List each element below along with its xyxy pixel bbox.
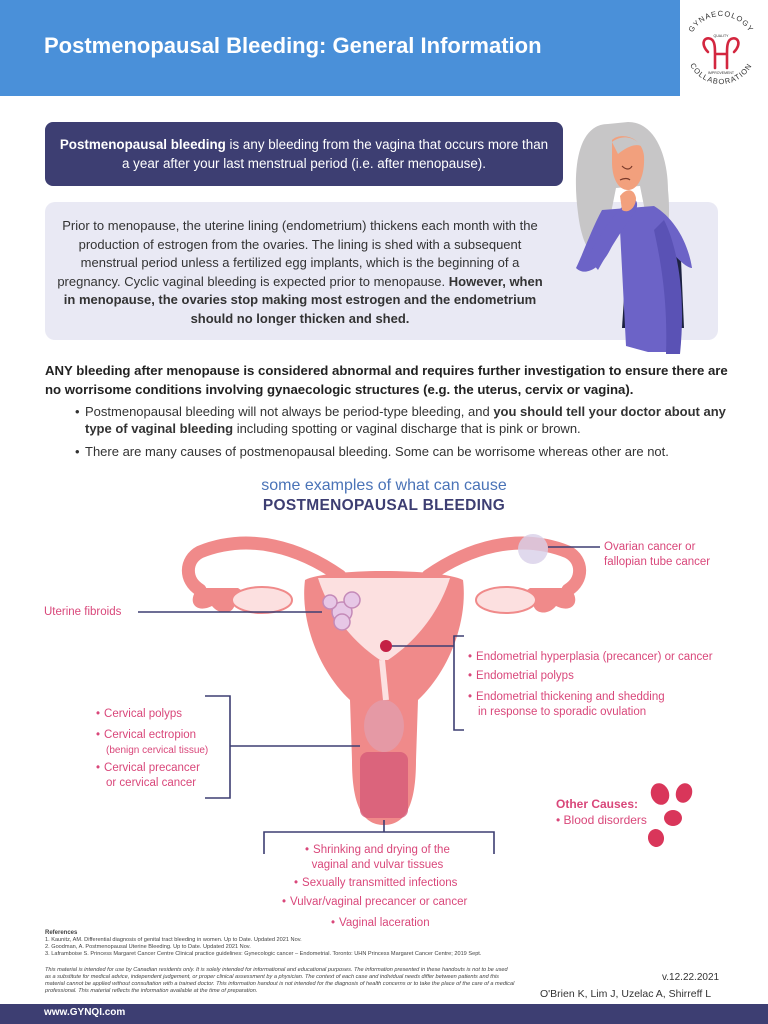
gyn-collaboration-logo bbox=[678, 4, 764, 94]
references-title: References bbox=[45, 930, 78, 936]
other-cause-blood: • Blood disorders bbox=[556, 813, 647, 827]
page-title: Postmenopausal Bleeding: General Information bbox=[44, 33, 542, 58]
bullet-tell-doctor bbox=[75, 403, 730, 437]
label-cervical-polyps: • Cervical polyps bbox=[96, 708, 183, 720]
reference-3: 3. Laframboise S. Princess Margaret Cancer Centre Clinical practice guidelines: Gynecologic cancer – Endometrial. Toronto: UHN Princess Margaret Cancer Centre; 2019 Sept. bbox=[45, 951, 482, 957]
label-endometrial-thickening: • Endometrial thickening and shedding in response to sporadic ovulation bbox=[468, 691, 665, 718]
info-bold: However, when in menopause, the ovaries stop making most estrogen and the endometrium should no longer thicken and shed. bbox=[63, 273, 543, 326]
definition-text: is any bleeding from the vagina that occurs more than a year after your last menstrual period (i.e. after menopause). bbox=[122, 137, 549, 171]
logo-text-bottom: COLLABORATION bbox=[688, 61, 754, 87]
footer-link[interactable]: www.GYNQI.com bbox=[44, 1007, 126, 1018]
other-causes bbox=[556, 796, 647, 828]
page-header bbox=[0, 0, 768, 96]
version: v.12.22.2021 bbox=[662, 972, 720, 983]
info-plain: Prior to menopause, the uterine lining (endometrium) thickens each month with the production of estrogen from the ovaries. The lining is shed with a subsequent menstrual period unless a fertilized egg implants, which is the beginning of a pregnancy. Cyclic vaginal bleeding is expected prior to menopause. bbox=[57, 218, 538, 289]
logo-quality: QUALITY bbox=[713, 34, 729, 38]
vagina bbox=[360, 752, 408, 818]
references bbox=[45, 930, 545, 958]
label-endometrial-hyperplasia: • Endometrial hyperplasia (precancer) or cancer bbox=[468, 651, 713, 663]
worried-woman-illustration bbox=[568, 118, 708, 358]
blood-cells-icon bbox=[648, 780, 698, 852]
footer bbox=[0, 1004, 768, 1024]
authors: O'Brien K, Lim J, Uzelac A, Shirreff L bbox=[540, 988, 712, 1000]
bullet-1-post: including spotting or vaginal discharge that is pink or brown. bbox=[233, 421, 581, 436]
reference-1: 1. Kaunitz, AM. Differential diagnosis of genital tract bleeding in women. Up to Date. Updated 2021 Nov. bbox=[45, 937, 302, 943]
definition-box bbox=[45, 122, 563, 186]
right-ovary bbox=[476, 587, 536, 613]
other-causes-title: Other Causes: bbox=[556, 797, 639, 811]
cervix-highlight bbox=[364, 700, 404, 752]
endometrial-lesion bbox=[380, 640, 392, 652]
reference-2: 2. Goodman, A. Postmenopausal Uterine Bleeding. Up to Date. Updated 2021 Nov. bbox=[45, 944, 251, 950]
label-uterine-fibroids: Uterine fibroids bbox=[44, 606, 122, 618]
label-ovarian-cancer bbox=[604, 540, 710, 569]
label-vulvar-cancer: • Vulvar/vaginal precancer or cancer bbox=[282, 896, 468, 908]
causes-subtitle: some examples of what can cause bbox=[261, 477, 507, 494]
info-bullets bbox=[75, 403, 730, 466]
label-cervical-cancer: • Cervical precancer or cervical cancer bbox=[96, 762, 200, 789]
bullet-many-causes: • There are many causes of postmenopausal bleeding. Some can be worrisome whereas other are not. bbox=[75, 443, 730, 460]
label-endometrial-polyps: • Endometrial polyps bbox=[468, 670, 574, 682]
logo-text-top: GYNAECOLOGY bbox=[686, 8, 756, 34]
causes-heading: POSTMENOPAUSAL BLEEDING bbox=[262, 497, 506, 514]
label-ovarian-line2: fallopian tube cancer bbox=[604, 555, 711, 568]
left-ovary bbox=[232, 587, 292, 613]
bullet-1-bold: you should tell your doctor about any type of vaginal bleeding bbox=[85, 404, 726, 436]
label-vaginal-laceration: • Vaginal laceration bbox=[331, 917, 430, 929]
disclaimer: This material is intended for use by Canadian residents only. It is solely intended for informational and educational purposes. The information presented in these handouts is not to be used as a substitute for medical advice, independent judgement, or proper clinical assessment by a physician. The context of each case and individual needs differ between patients and this material cannot be applied without consultation with a trained doctor. This information handout is not intended for the diagnosis of health concerns or to take the place of the care of a medical professional. This material reflects the information available at the time of preparation. bbox=[45, 967, 515, 994]
logo-improvement: IMPROVEMENT bbox=[707, 71, 735, 75]
label-cervical-ectropion: • Cervical ectropion (benign cervical tissue) bbox=[96, 729, 209, 756]
cervical-canal bbox=[382, 660, 386, 700]
label-ovarian-line1: Ovarian cancer or bbox=[604, 541, 696, 553]
warning-text: ANY bleeding after menopause is considered abnormal and requires further investigation to ensure there are no worrisome conditions involving gynaecologic structures (e.g. the uterus, cervix or vagina). bbox=[45, 363, 728, 397]
definition-term: Postmenopausal bleeding bbox=[59, 137, 226, 152]
bullet-1-pre: Postmenopausal bleeding will not always be period-type bleeding, and bbox=[85, 404, 494, 419]
label-sti: • Sexually transmitted infections bbox=[294, 877, 458, 889]
ovary-highlight bbox=[518, 534, 548, 564]
info-text bbox=[55, 217, 545, 328]
label-vaginal-atrophy: • Shrinking and drying of the vaginal and vulvar tissues bbox=[305, 844, 450, 871]
